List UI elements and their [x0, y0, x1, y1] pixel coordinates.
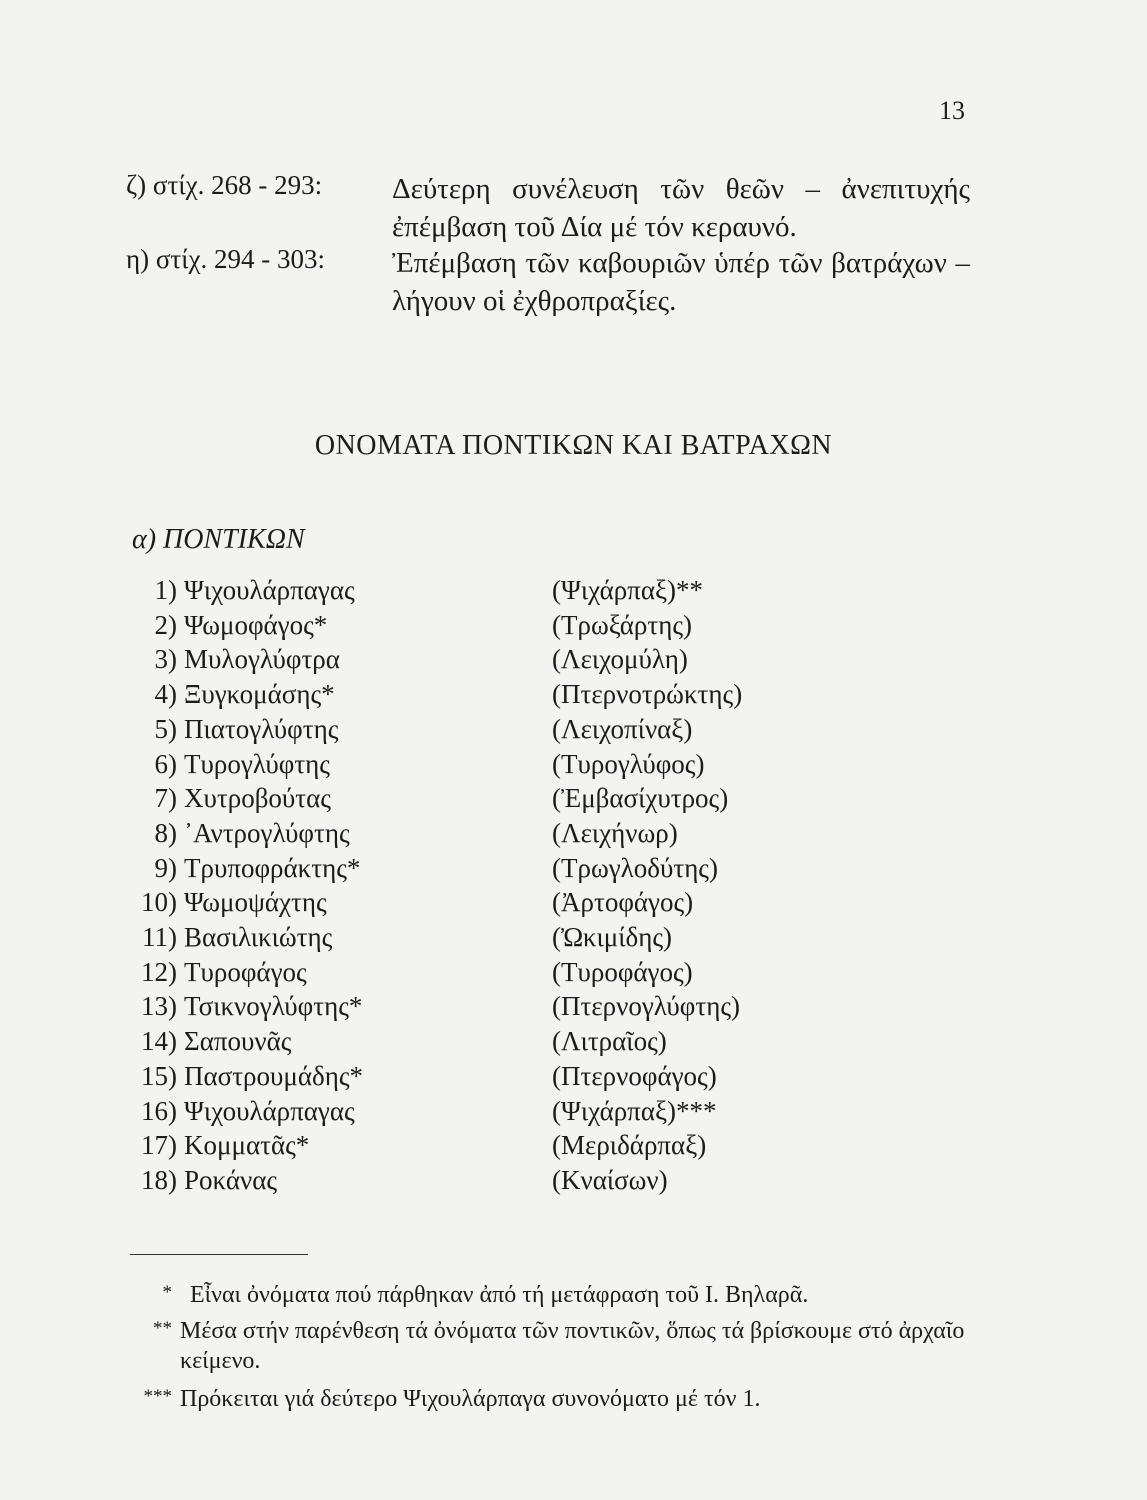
name-number: 3)	[154, 644, 177, 675]
name-row	[0, 922, 1147, 956]
name-number: 6)	[154, 748, 177, 779]
modern-name: Ροκάνας	[184, 1164, 278, 1195]
name-row	[0, 853, 1147, 887]
name-row	[0, 714, 1147, 748]
name-number: 13)	[141, 991, 177, 1022]
modern-name: Κομματᾶς*	[184, 1130, 310, 1161]
name-number: 18)	[141, 1164, 177, 1195]
modern-name: Βασιλικιώτης	[184, 922, 333, 952]
name-row	[0, 1096, 1147, 1130]
section-description: Δεύτερη συνέλευση τῶν θεῶν – ἀνεπιτυχής ἐπέμβαση τοῦ Δία μέ τόν κεραυνό.	[392, 173, 970, 243]
ancient-name: (Ἐμβασίχυτρος)	[552, 783, 729, 814]
footnote-marker: ***	[143, 1386, 172, 1407]
modern-name: Μυλογλύφτρα	[184, 644, 340, 675]
modern-name: Τυρογλύφτης	[184, 748, 330, 779]
name-number: 16)	[141, 1095, 177, 1126]
name-number: 2)	[154, 609, 177, 640]
name-number: 4)	[154, 679, 177, 710]
modern-name: Ψωμοφάγος*	[184, 609, 328, 640]
ancient-name: (Λειχήνωρ)	[552, 817, 678, 848]
name-row	[0, 957, 1147, 991]
ancient-name: (Ὠκιμίδης)	[552, 922, 673, 952]
ancient-name: (Ψιχάρπαξ)**	[552, 575, 703, 605]
modern-name: Σαπουνᾶς	[184, 1026, 292, 1057]
page-number: 13	[939, 96, 965, 125]
ancient-name: (Ψιχάρπαξ)***	[552, 1095, 717, 1126]
name-number: 8)	[154, 817, 177, 848]
ancient-name: (Τρωξάρτης)	[552, 609, 693, 640]
ancient-name: (Λειχοπίναξ)	[552, 713, 693, 744]
name-row	[0, 991, 1147, 1025]
ancient-name: (Κναίσων)	[552, 1164, 668, 1195]
ancient-name: (Πτερνοτρώκτης)	[552, 679, 743, 710]
name-number: 14)	[141, 1026, 177, 1057]
ancient-name: (Ἀρτοφάγος)	[552, 887, 694, 918]
name-row	[0, 1026, 1147, 1060]
name-row	[0, 818, 1147, 852]
footnote-text: Πρόκειται γιά δεύτερο Ψιχουλάρπαγα συνονόματο μέ τόν 1.	[180, 1386, 761, 1412]
name-row	[0, 783, 1147, 817]
modern-name: Τυροφάγος	[184, 956, 307, 987]
footnote-marker: *	[162, 1282, 172, 1303]
verse-range: ζ) στίχ. 268 - 293:	[126, 170, 323, 200]
name-number: 12)	[141, 956, 177, 987]
name-number: 9)	[154, 852, 177, 883]
footnote-text: Εἶναι ὀνόματα πού πάρθηκαν ἀπό τή μετάφραση τοῦ Ι. Βηλαρᾶ.	[190, 1282, 809, 1308]
name-row	[0, 575, 1147, 609]
section-summary-item	[0, 244, 1147, 324]
section-summary-item	[0, 170, 1147, 250]
name-row	[0, 887, 1147, 921]
name-number: 1)	[154, 575, 177, 605]
ancient-name: (Λειχομύλη)	[552, 644, 688, 675]
name-row	[0, 1061, 1147, 1095]
name-row	[0, 749, 1147, 783]
modern-name: Τρυποφράκτης*	[184, 852, 361, 883]
modern-name: Ψιχουλάρπαγας	[184, 1095, 355, 1126]
name-number: 10)	[141, 887, 177, 918]
ancient-name: (Μεριδάρπαξ)	[552, 1130, 707, 1161]
name-row	[0, 610, 1147, 644]
section-heading: ΟΝΟΜΑΤΑ ΠΟΝΤΙΚΩΝ ΚΑΙ ΒΑΤΡΑΧΩΝ	[314, 430, 833, 461]
modern-name: Πιατογλύφτης	[184, 713, 339, 744]
footnote-divider	[130, 1254, 308, 1255]
modern-name: Παστρουμάδης*	[184, 1060, 364, 1091]
ancient-name: (Τυρογλύφος)	[552, 748, 705, 779]
modern-name: Ξυγκομάσης*	[184, 679, 335, 710]
modern-name: Τσικνογλύφτης*	[184, 991, 363, 1022]
name-row	[0, 679, 1147, 713]
footnote-marker: **	[153, 1318, 172, 1339]
modern-name: Ψωμοψάχτης	[184, 887, 327, 918]
ancient-name: (Πτερνογλύφτης)	[552, 991, 740, 1022]
ancient-name: (Πτερνοφάγος)	[552, 1060, 717, 1091]
name-number: 7)	[154, 783, 177, 814]
name-number: 17)	[141, 1130, 177, 1161]
name-number: 11)	[142, 922, 177, 952]
name-number: 5)	[154, 713, 177, 744]
ancient-name: (Τυροφάγος)	[552, 956, 693, 987]
name-row	[0, 1130, 1147, 1164]
ancient-name: (Τρωγλοδύτης)	[552, 852, 718, 883]
subsection-heading: α) ΠΟΝΤΙΚΩΝ	[132, 524, 305, 555]
name-row	[0, 644, 1147, 678]
name-number: 15)	[141, 1060, 177, 1091]
modern-name: Χυτροβούτας	[184, 783, 331, 814]
modern-name: Ψιχουλάρπαγας	[184, 575, 355, 605]
modern-name: ᾿Αντρογλύφτης	[184, 817, 350, 848]
footnote-text: Μέσα στήν παρένθεση τά ὀνόματα τῶν ποντικῶν, ὅπως τά βρίσκουμε στό ἀρχαῖο κείμενο.	[180, 1318, 965, 1374]
ancient-name: (Λιτραῖος)	[552, 1026, 667, 1057]
name-row	[0, 1165, 1147, 1199]
verse-range: η) στίχ. 294 - 303:	[126, 244, 326, 274]
section-description: Ἐπέμβαση τῶν καβουριῶν ὑπέρ τῶν βατράχων – λήγουν οἱ ἐχθροπραξίες.	[392, 247, 970, 317]
